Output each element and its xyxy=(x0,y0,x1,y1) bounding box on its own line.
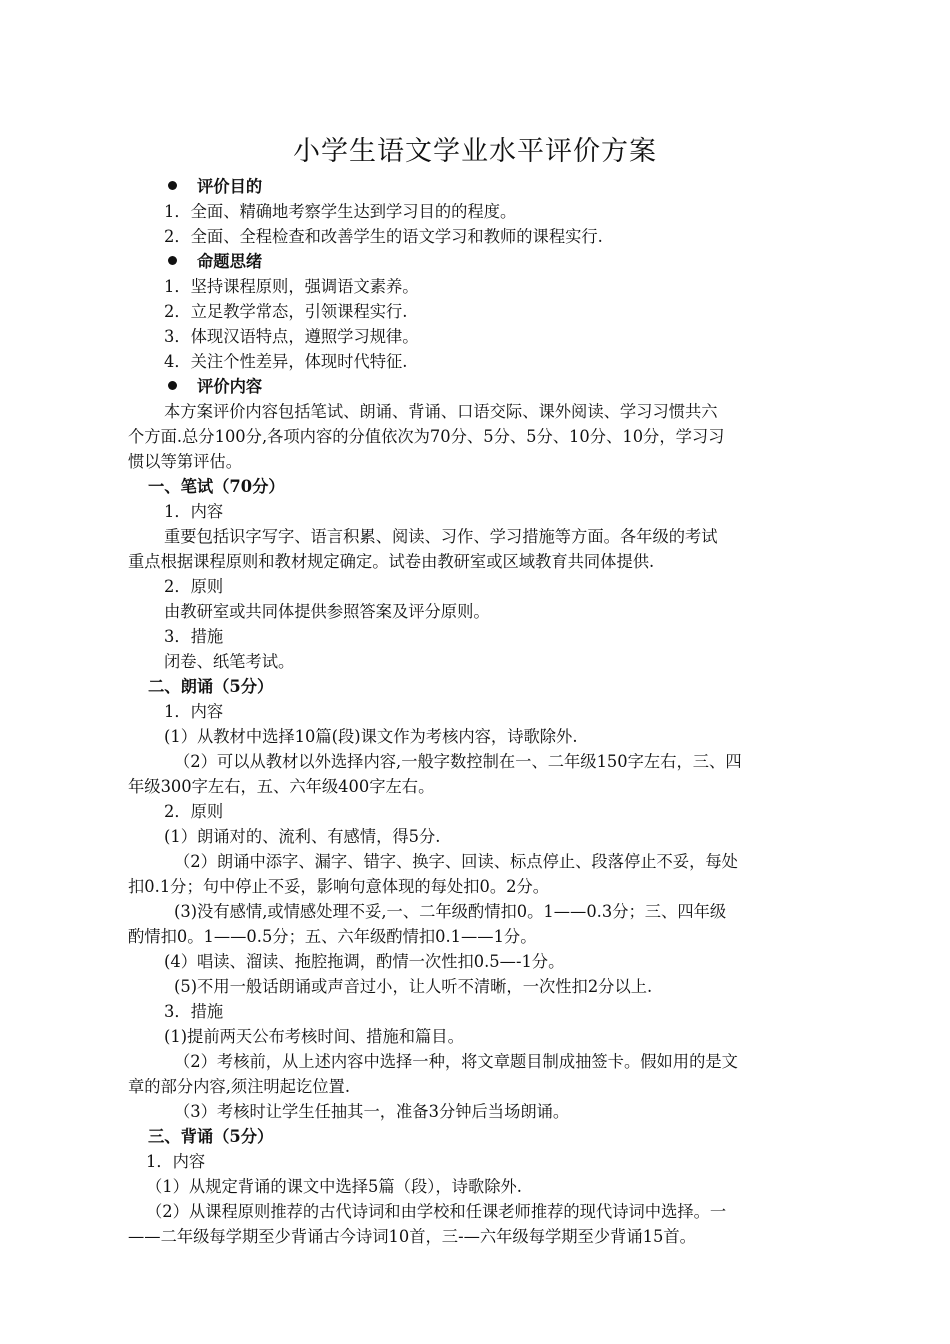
paragraph-line: (3)没有感情,或情感处理不妥,一、二年级酌情扣0。1——0.3分；三、四年级 xyxy=(174,902,727,921)
paragraph-line: (5)不用一般话朗诵或声音过小，让人听不清晰，一次性扣2分以上. xyxy=(174,977,653,996)
paragraph-line: 1．坚持课程原则，强调语文素养。 xyxy=(164,277,419,296)
section-heading: 二、朗诵（5分） xyxy=(148,677,274,696)
bullet-heading-text: 命题思绪 xyxy=(197,252,263,271)
bullet-dot-icon xyxy=(168,181,177,190)
paragraph-line: 闭卷、纸笔考试。 xyxy=(164,652,295,671)
document-body xyxy=(128,174,828,1249)
document-title: 小学生语文学业水平评价方案 xyxy=(293,136,657,167)
paragraph-line: （3）考核时让学生任抽其一，准备3分钟后当场朗诵。 xyxy=(174,1102,570,1121)
paragraph-line: (1）从教材中选择10篇(段)课文作为考核内容，诗歌除外. xyxy=(164,727,578,746)
paragraph-line: (4）唱读、溜读、拖腔拖调，酌情一次性扣0.5—-1分。 xyxy=(164,952,565,971)
section-heading: 三、背诵（5分） xyxy=(148,1127,274,1146)
paragraph-line: 扣0.1分；句中停止不妥，影响句意体现的每处扣0。2分。 xyxy=(128,877,550,896)
paragraph-line: 重要包括识字写字、语言积累、阅读、习作、学习措施等方面。各年级的考试 xyxy=(164,527,718,546)
paragraph-line: ——二年级每学期至少背诵古今诗词10首，三-—六年级每学期至少背诵15首。 xyxy=(128,1227,696,1246)
paragraph-line: 本方案评价内容包括笔试、朗诵、背诵、口语交际、课外阅读、学习习惯共六 xyxy=(164,402,718,421)
paragraph-line: 1．全面、精确地考察学生达到学习目的的程度。 xyxy=(164,202,517,221)
paragraph-line: （2）可以从教材以外选择内容,一般字数控制在一、二年级150字左右，三、四 xyxy=(174,752,742,771)
paragraph-line: 2．原则 xyxy=(164,577,224,596)
paragraph-line: 1．内容 xyxy=(164,702,224,721)
paragraph-line: 3．措施 xyxy=(164,627,224,646)
paragraph-line: （1）从规定背诵的课文中选择5篇（段），诗歌除外. xyxy=(146,1177,522,1196)
paragraph-line: （2）朗诵中添字、漏字、错字、换字、回读、标点停止、段落停止不妥，每处 xyxy=(174,852,738,871)
paragraph-line: 个方面.总分100分,各项内容的分值依次为70分、5分、5分、10分、10分，学习习 xyxy=(128,427,725,446)
paragraph-line: 酌情扣0。1——0.5分；五、六年级酌情扣0.1——1分。 xyxy=(128,927,537,946)
paragraph-line: 3．体现汉语特点，遵照学习规律。 xyxy=(164,327,419,346)
paragraph-line: （2）考核前，从上述内容中选择一种，将文章题目制成抽签卡。假如用的是文 xyxy=(174,1052,738,1071)
paragraph-line: 2．原则 xyxy=(164,802,224,821)
bullet-dot-icon xyxy=(168,381,177,390)
bullet-heading xyxy=(128,249,828,274)
paragraph-line: 章的部分内容,须注明起讫位置. xyxy=(128,1077,351,1096)
paragraph-line: 惯以等第评估。 xyxy=(128,452,242,471)
paragraph-line: 2．全面、全程检查和改善学生的语文学习和教师的课程实行. xyxy=(164,227,603,246)
paragraph-line: 1．内容 xyxy=(146,1152,206,1171)
bullet-heading xyxy=(128,374,828,399)
paragraph-line: 重点根据课程原则和教材规定确定。试卷由教研室或区域教育共同体提供. xyxy=(128,552,655,571)
bullet-dot-icon xyxy=(168,256,177,265)
paragraph-line: 年级300字左右，五、六年级400字左右。 xyxy=(128,777,435,796)
bullet-heading-text: 评价目的 xyxy=(197,177,263,196)
paragraph-line: 2．立足教学常态，引领课程实行. xyxy=(164,302,408,321)
bullet-heading-text: 评价内容 xyxy=(197,377,263,396)
paragraph-line: 3．措施 xyxy=(164,1002,224,1021)
paragraph-line: (1)提前两天公布考核时间、措施和篇目。 xyxy=(164,1027,464,1046)
paragraph-line: (1）朗诵对的、流利、有感情，得5分. xyxy=(164,827,441,846)
section-heading: 一、笔试（70分） xyxy=(148,477,285,496)
paragraph-line: （2）从课程原则推荐的古代诗词和由学校和任课老师推荐的现代诗词中选择。一 xyxy=(146,1202,727,1221)
paragraph-line: 由教研室或共同体提供参照答案及评分原则。 xyxy=(164,602,490,621)
paragraph-line: 1．内容 xyxy=(164,502,224,521)
bullet-heading xyxy=(128,174,828,199)
paragraph-line: 4．关注个性差异，体现时代特征. xyxy=(164,352,408,371)
